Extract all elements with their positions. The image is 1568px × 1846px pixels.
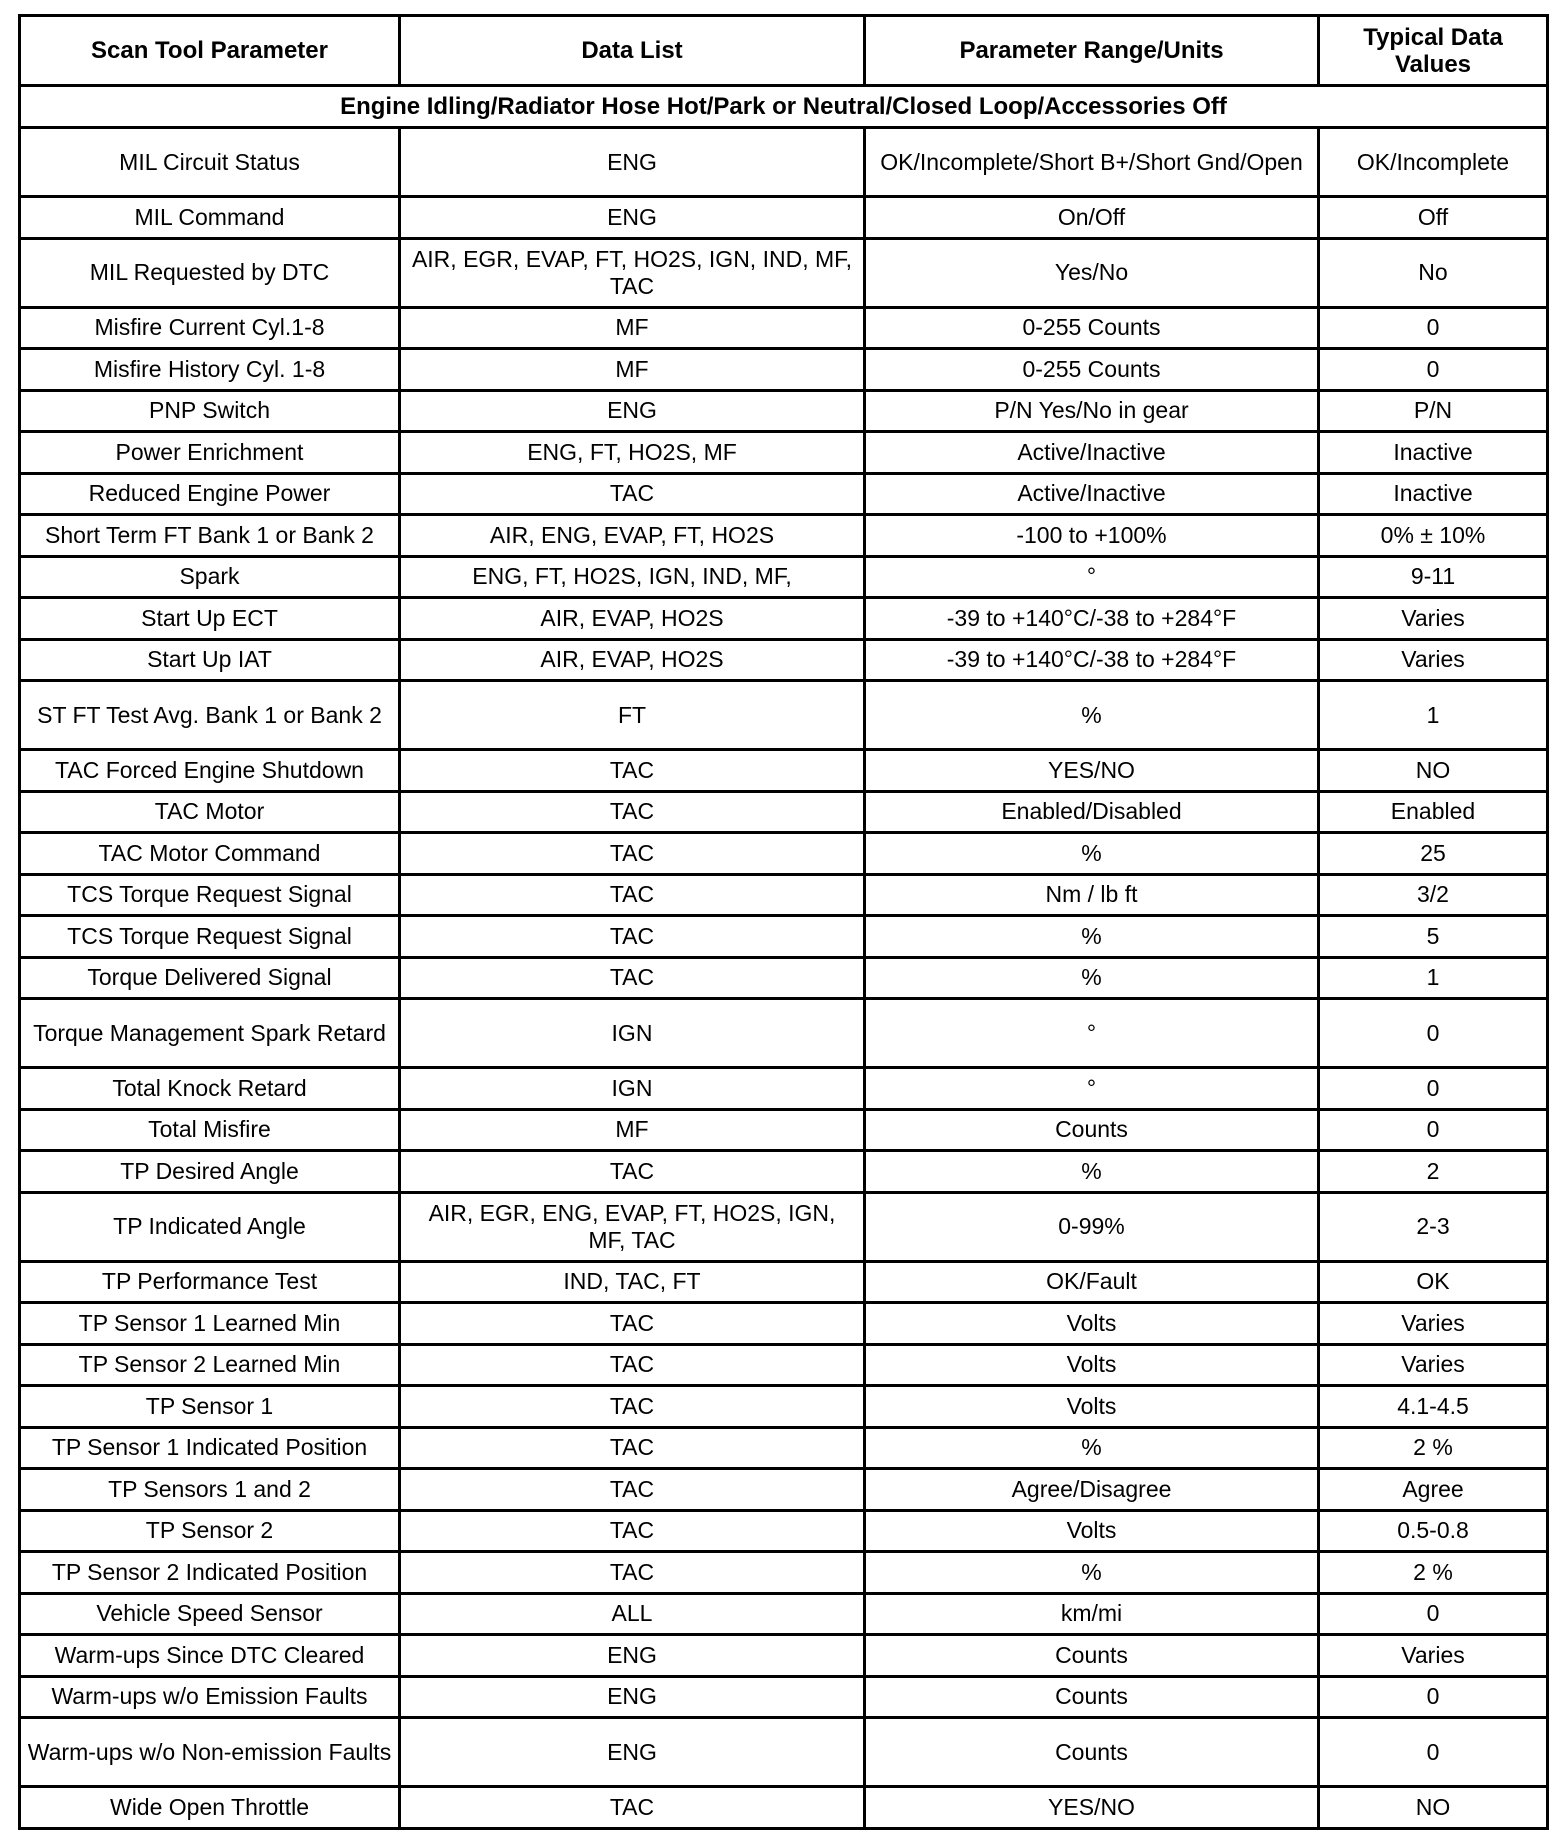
table-row — [20, 1109, 1548, 1151]
range-units-cell: % — [865, 1151, 1319, 1193]
parameter-cell: TP Desired Angle — [20, 1151, 400, 1193]
typical-value-cell: 1 — [1319, 681, 1548, 750]
parameter-cell: Torque Delivered Signal — [20, 957, 400, 999]
table-header-row — [20, 16, 1548, 86]
section-title-row — [20, 86, 1548, 128]
range-units-cell: % — [865, 957, 1319, 999]
table-row — [20, 349, 1548, 391]
table-row — [20, 1427, 1548, 1469]
range-units-cell: Counts — [865, 1676, 1319, 1718]
typical-value-cell: 0 — [1319, 349, 1548, 391]
range-units-cell: OK/Fault — [865, 1261, 1319, 1303]
parameter-cell: TP Indicated Angle — [20, 1192, 400, 1261]
parameter-cell: TP Sensors 1 and 2 — [20, 1469, 400, 1511]
section-title: Engine Idling/Radiator Hose Hot/Park or Neutral/Closed Loop/Accessories Off — [20, 86, 1548, 128]
parameter-cell: TP Sensor 2 Learned Min — [20, 1344, 400, 1386]
typical-value-cell: 0 — [1319, 1676, 1548, 1718]
typical-value-cell: P/N — [1319, 390, 1548, 432]
data-list-cell: ENG, FT, HO2S, MF — [400, 432, 865, 474]
data-list-cell: MF — [400, 349, 865, 391]
data-list-cell: TAC — [400, 791, 865, 833]
parameter-cell: Total Misfire — [20, 1109, 400, 1151]
data-list-cell: TAC — [400, 1386, 865, 1428]
range-units-cell: ° — [865, 999, 1319, 1068]
parameter-cell: MIL Circuit Status — [20, 128, 400, 197]
table-row — [20, 432, 1548, 474]
parameter-cell: Warm-ups w/o Non-emission Faults — [20, 1718, 400, 1787]
typical-value-cell: OK/Incomplete — [1319, 128, 1548, 197]
range-units-cell: Volts — [865, 1344, 1319, 1386]
range-units-cell: km/mi — [865, 1593, 1319, 1635]
parameter-cell: TAC Motor Command — [20, 833, 400, 875]
range-units-cell: Agree/Disagree — [865, 1469, 1319, 1511]
column-header-typical-values: Typical Data Values — [1319, 16, 1548, 86]
range-units-cell: % — [865, 681, 1319, 750]
data-list-cell: TAC — [400, 833, 865, 875]
parameter-cell: Wide Open Throttle — [20, 1787, 400, 1829]
parameter-cell: TAC Forced Engine Shutdown — [20, 750, 400, 792]
typical-value-cell: 9-11 — [1319, 556, 1548, 598]
table-row — [20, 1552, 1548, 1594]
table-row — [20, 1718, 1548, 1787]
typical-value-cell: 2 — [1319, 1151, 1548, 1193]
typical-value-cell: Off — [1319, 197, 1548, 239]
table-row — [20, 1787, 1548, 1829]
parameter-cell: TAC Motor — [20, 791, 400, 833]
typical-value-cell: 0 — [1319, 1718, 1548, 1787]
data-list-cell: TAC — [400, 1151, 865, 1193]
table-row — [20, 1261, 1548, 1303]
typical-value-cell: Inactive — [1319, 432, 1548, 474]
typical-value-cell: Agree — [1319, 1469, 1548, 1511]
data-list-cell: TAC — [400, 874, 865, 916]
table-row — [20, 238, 1548, 307]
parameter-cell: TP Sensor 1 Indicated Position — [20, 1427, 400, 1469]
parameter-cell: TP Sensor 1 Learned Min — [20, 1303, 400, 1345]
table-row — [20, 874, 1548, 916]
parameter-cell: Vehicle Speed Sensor — [20, 1593, 400, 1635]
typical-value-cell: 2-3 — [1319, 1192, 1548, 1261]
range-units-cell: Volts — [865, 1510, 1319, 1552]
range-units-cell: Counts — [865, 1109, 1319, 1151]
range-units-cell: Yes/No — [865, 238, 1319, 307]
range-units-cell: % — [865, 1427, 1319, 1469]
typical-value-cell: 4.1-4.5 — [1319, 1386, 1548, 1428]
range-units-cell: -39 to +140°C/-38 to +284°F — [865, 639, 1319, 681]
data-list-cell: MF — [400, 1109, 865, 1151]
data-list-cell: TAC — [400, 1552, 865, 1594]
data-list-cell: AIR, ENG, EVAP, FT, HO2S — [400, 515, 865, 557]
table-row — [20, 473, 1548, 515]
parameter-cell: PNP Switch — [20, 390, 400, 432]
range-units-cell: 0-255 Counts — [865, 307, 1319, 349]
data-list-cell: AIR, EGR, EVAP, FT, HO2S, IGN, IND, MF, TAC — [400, 238, 865, 307]
table-row — [20, 1151, 1548, 1193]
parameter-cell: Start Up IAT — [20, 639, 400, 681]
data-list-cell: AIR, EVAP, HO2S — [400, 598, 865, 640]
parameter-cell: Total Knock Retard — [20, 1068, 400, 1110]
range-units-cell: -100 to +100% — [865, 515, 1319, 557]
typical-value-cell: 0 — [1319, 1593, 1548, 1635]
data-list-cell: ALL — [400, 1593, 865, 1635]
typical-value-cell: OK — [1319, 1261, 1548, 1303]
range-units-cell: -39 to +140°C/-38 to +284°F — [865, 598, 1319, 640]
data-list-cell: TAC — [400, 916, 865, 958]
table-row — [20, 1510, 1548, 1552]
range-units-cell: Volts — [865, 1386, 1319, 1428]
table-row — [20, 556, 1548, 598]
range-units-cell: Active/Inactive — [865, 473, 1319, 515]
typical-value-cell: 0 — [1319, 1109, 1548, 1151]
range-units-cell: % — [865, 916, 1319, 958]
data-list-cell: IND, TAC, FT — [400, 1261, 865, 1303]
typical-value-cell: 25 — [1319, 833, 1548, 875]
data-list-cell: FT — [400, 681, 865, 750]
parameter-cell: Reduced Engine Power — [20, 473, 400, 515]
table-row — [20, 681, 1548, 750]
typical-value-cell: 0 — [1319, 1068, 1548, 1110]
typical-value-cell: No — [1319, 238, 1548, 307]
range-units-cell: YES/NO — [865, 1787, 1319, 1829]
parameter-cell: Misfire History Cyl. 1-8 — [20, 349, 400, 391]
typical-value-cell: Varies — [1319, 1344, 1548, 1386]
data-list-cell: AIR, EGR, ENG, EVAP, FT, HO2S, IGN, MF, TAC — [400, 1192, 865, 1261]
column-header-data-list: Data List — [400, 16, 865, 86]
parameter-cell: TP Sensor 2 Indicated Position — [20, 1552, 400, 1594]
table-row — [20, 128, 1548, 197]
table-row — [20, 390, 1548, 432]
parameter-cell: Start Up ECT — [20, 598, 400, 640]
data-list-cell: TAC — [400, 1344, 865, 1386]
data-list-cell: IGN — [400, 999, 865, 1068]
table-row — [20, 1593, 1548, 1635]
data-list-cell: AIR, EVAP, HO2S — [400, 639, 865, 681]
parameter-cell: TCS Torque Request Signal — [20, 916, 400, 958]
table-row — [20, 1303, 1548, 1345]
range-units-cell: Nm / lb ft — [865, 874, 1319, 916]
parameter-cell: TP Sensor 1 — [20, 1386, 400, 1428]
parameter-cell: ST FT Test Avg. Bank 1 or Bank 2 — [20, 681, 400, 750]
table-row — [20, 1676, 1548, 1718]
data-list-cell: ENG — [400, 128, 865, 197]
table-row — [20, 1386, 1548, 1428]
parameter-cell: Power Enrichment — [20, 432, 400, 474]
data-list-cell: ENG — [400, 197, 865, 239]
data-list-cell: TAC — [400, 750, 865, 792]
data-list-cell: ENG — [400, 390, 865, 432]
table-row — [20, 957, 1548, 999]
table-row — [20, 1635, 1548, 1677]
parameter-cell: Torque Management Spark Retard — [20, 999, 400, 1068]
range-units-cell: Counts — [865, 1635, 1319, 1677]
data-list-cell: TAC — [400, 1427, 865, 1469]
table-row — [20, 639, 1548, 681]
typical-value-cell: Varies — [1319, 639, 1548, 681]
range-units-cell: % — [865, 1552, 1319, 1594]
data-list-cell: TAC — [400, 1469, 865, 1511]
data-list-cell: MF — [400, 307, 865, 349]
range-units-cell: ° — [865, 556, 1319, 598]
table-row — [20, 750, 1548, 792]
table-row — [20, 791, 1548, 833]
range-units-cell: YES/NO — [865, 750, 1319, 792]
table-row — [20, 999, 1548, 1068]
data-list-cell: ENG — [400, 1718, 865, 1787]
parameter-cell: Spark — [20, 556, 400, 598]
data-list-cell: TAC — [400, 1303, 865, 1345]
typical-value-cell: Varies — [1319, 598, 1548, 640]
table-body — [20, 86, 1548, 1829]
parameter-cell: TP Sensor 2 — [20, 1510, 400, 1552]
typical-value-cell: Varies — [1319, 1635, 1548, 1677]
range-units-cell: OK/Incomplete/Short B+/Short Gnd/Open — [865, 128, 1319, 197]
typical-value-cell: 2 % — [1319, 1552, 1548, 1594]
data-list-cell: ENG — [400, 1635, 865, 1677]
range-units-cell: P/N Yes/No in gear — [865, 390, 1319, 432]
data-list-cell: TAC — [400, 1787, 865, 1829]
column-header-parameter: Scan Tool Parameter — [20, 16, 400, 86]
typical-value-cell: 1 — [1319, 957, 1548, 999]
data-list-cell: TAC — [400, 957, 865, 999]
table-row — [20, 197, 1548, 239]
range-units-cell: Volts — [865, 1303, 1319, 1345]
table-row — [20, 1192, 1548, 1261]
range-units-cell: % — [865, 833, 1319, 875]
typical-value-cell: 3/2 — [1319, 874, 1548, 916]
range-units-cell: Counts — [865, 1718, 1319, 1787]
parameter-cell: Warm-ups Since DTC Cleared — [20, 1635, 400, 1677]
data-list-cell: IGN — [400, 1068, 865, 1110]
scan-tool-data-table — [18, 14, 1549, 1830]
typical-value-cell: 0 — [1319, 307, 1548, 349]
typical-value-cell: 2 % — [1319, 1427, 1548, 1469]
range-units-cell: Active/Inactive — [865, 432, 1319, 474]
parameter-cell: Short Term FT Bank 1 or Bank 2 — [20, 515, 400, 557]
table-row — [20, 1344, 1548, 1386]
typical-value-cell: 5 — [1319, 916, 1548, 958]
parameter-cell: TP Performance Test — [20, 1261, 400, 1303]
table-row — [20, 1068, 1548, 1110]
table-row — [20, 1469, 1548, 1511]
parameter-cell: Warm-ups w/o Emission Faults — [20, 1676, 400, 1718]
range-units-cell: 0-255 Counts — [865, 349, 1319, 391]
parameter-cell: MIL Command — [20, 197, 400, 239]
typical-value-cell: Enabled — [1319, 791, 1548, 833]
data-list-cell: ENG, FT, HO2S, IGN, IND, MF, — [400, 556, 865, 598]
range-units-cell: Enabled/Disabled — [865, 791, 1319, 833]
range-units-cell: On/Off — [865, 197, 1319, 239]
data-list-cell: ENG — [400, 1676, 865, 1718]
parameter-cell: MIL Requested by DTC — [20, 238, 400, 307]
typical-value-cell: 0% ± 10% — [1319, 515, 1548, 557]
typical-value-cell: NO — [1319, 750, 1548, 792]
range-units-cell: 0-99% — [865, 1192, 1319, 1261]
table-row — [20, 833, 1548, 875]
typical-value-cell: 0 — [1319, 999, 1548, 1068]
typical-value-cell: NO — [1319, 1787, 1548, 1829]
table-row — [20, 307, 1548, 349]
table-row — [20, 916, 1548, 958]
parameter-cell: TCS Torque Request Signal — [20, 874, 400, 916]
range-units-cell: ° — [865, 1068, 1319, 1110]
typical-value-cell: 0.5-0.8 — [1319, 1510, 1548, 1552]
data-list-cell: TAC — [400, 1510, 865, 1552]
data-list-cell: TAC — [400, 473, 865, 515]
column-header-range-units: Parameter Range/Units — [865, 16, 1319, 86]
table-row — [20, 598, 1548, 640]
typical-value-cell: Inactive — [1319, 473, 1548, 515]
typical-value-cell: Varies — [1319, 1303, 1548, 1345]
table-row — [20, 515, 1548, 557]
parameter-cell: Misfire Current Cyl.1-8 — [20, 307, 400, 349]
